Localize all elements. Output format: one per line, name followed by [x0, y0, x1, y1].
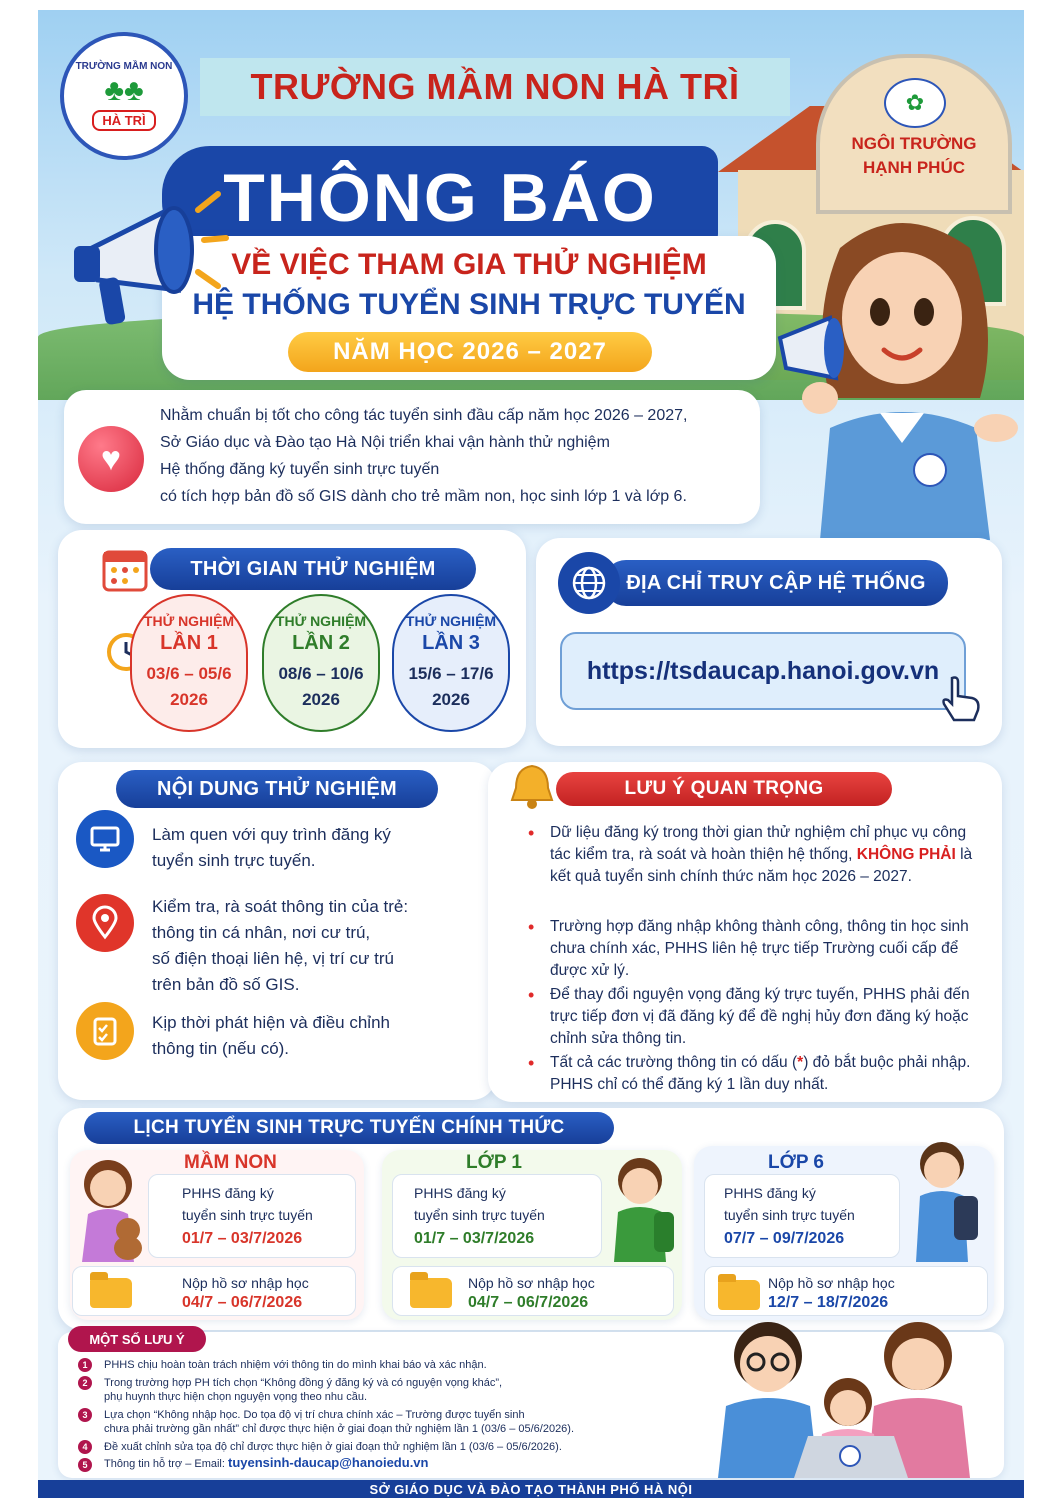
bullet-icon: •	[528, 917, 535, 937]
phase-round: LẦN 3	[422, 632, 480, 654]
support-email-link[interactable]: tuyensinh-daucap@hanoiedu.vn	[228, 1455, 429, 1470]
schedule-submit-label: Nộp hồ sơ nhập học	[768, 1275, 895, 1291]
children-figures-icon: ♣♣	[104, 74, 144, 107]
note-line: Trong trường hợp PH tích chọn “Không đồng ý đăng ký và có nguyện vọng khác”,	[104, 1377, 503, 1389]
student-with-backpack-illustration	[904, 1134, 980, 1262]
important-item-2	[528, 916, 990, 982]
subtitle-line-2: HỆ THỐNG TUYỂN SINH TRỰC TUYẾN	[192, 288, 746, 321]
school-title: TRƯỜNG MẦM NON HÀ TRÌ	[200, 58, 790, 116]
important-text: Dữ liệu đăng ký trong thời gian thử nghiệm chỉ phục vụ công tác kiểm tra, rà soát và hoàn thiện hệ thống,	[550, 824, 967, 863]
notes-heading: MỘT SỐ LƯU Ý	[68, 1326, 206, 1352]
important-item-3	[528, 984, 990, 1050]
content-line: thông tin cá nhân, nơi cư trú,	[152, 923, 371, 942]
schedule-reg-line: PHHS đăng ký	[182, 1185, 274, 1201]
schedule-submit-dates: 04/7 – 06/7/2026	[182, 1294, 303, 1311]
intro-line: Sở Giáo dục và Đào tạo Hà Nội triển khai vận hành thử nghiệm	[160, 434, 610, 451]
school-year-badge: NĂM HỌC 2026 – 2027	[288, 332, 652, 372]
note-number: 3	[78, 1408, 92, 1422]
note-item-1	[104, 1358, 664, 1372]
note-line: Thông tin hỗ trợ – Email:	[104, 1458, 228, 1470]
content-item-3	[152, 1010, 482, 1062]
heart-icon: ♥	[78, 426, 144, 492]
schedule-submit-label: Nộp hồ sơ nhập học	[468, 1275, 595, 1291]
schedule-submit-dates: 12/7 – 18/7/2026	[768, 1294, 889, 1311]
schedule-submit-dates: 04/7 – 06/7/2026	[468, 1294, 589, 1311]
note-number: 1	[78, 1358, 92, 1372]
note-line: PHHS chịu hoàn toàn trách nhiệm với thông tin do mình khai báo và xác nhận.	[104, 1359, 487, 1371]
logo-band-text: HÀ TRÌ	[92, 110, 155, 131]
note-line: phụ huynh thực hiện chọn nguyện vọng theo nhu cầu.	[104, 1391, 368, 1403]
schedule-col-title: MẦM NON	[184, 1152, 277, 1173]
note-item-2	[104, 1376, 664, 1404]
subtitle-line-1: VỀ VIỆC THAM GIA THỬ NGHIỆM	[231, 248, 707, 281]
note-number: 5	[78, 1458, 92, 1472]
teacher-illustration	[780, 208, 1024, 540]
important-text: Để thay đổi nguyện vọng đăng ký trực tuyến, PHHS phải đến trực tiếp đơn vị đã đăng ký để đề nghị hủy đơn đăng ký hoặc chỉnh sửa thông tin.	[550, 986, 970, 1047]
note-item-5	[104, 1456, 664, 1471]
bullet-icon: •	[528, 985, 535, 1005]
trial-phase-2	[262, 594, 380, 732]
note-item-3	[104, 1408, 664, 1436]
note-number: 2	[78, 1376, 92, 1390]
trial-phase-3	[392, 594, 510, 732]
note-number: 4	[78, 1440, 92, 1454]
intro-line: Hệ thống đăng ký tuyển sinh trực tuyến	[160, 461, 440, 478]
monitor-icon	[76, 810, 134, 868]
schedule-reg-dates: 01/7 – 03/7/2026	[182, 1230, 303, 1247]
note-line: Đề xuất chỉnh sửa tọa độ chỉ được thực hiện ở giai đoạn thử nghiệm lần 1 (03/6 – 05/6/2026).	[104, 1441, 562, 1453]
trial-time-heading: THỜI GIAN THỬ NGHIỆM	[150, 548, 476, 590]
schedule-reg-line: tuyển sinh trực tuyến	[414, 1207, 545, 1223]
access-heading: ĐỊA CHỈ TRUY CẬP HỆ THỐNG	[604, 560, 948, 606]
schedule-reg-text	[414, 1182, 545, 1226]
important-highlight: KHÔNG PHẢI	[856, 846, 956, 863]
bullet-icon: •	[528, 1053, 535, 1073]
checklist-icon	[76, 1002, 134, 1060]
important-heading: LƯU Ý QUAN TRỌNG	[556, 772, 892, 806]
schedule-heading: LỊCH TUYỂN SINH TRỰC TUYẾN CHÍNH THỨC	[84, 1112, 614, 1144]
required-star: *	[797, 1054, 804, 1071]
school-logo-icon: ✿	[884, 78, 946, 128]
schedule-reg-line: PHHS đăng ký	[724, 1185, 816, 1201]
schedule-reg-text	[182, 1182, 313, 1226]
phase-round: LẦN 2	[292, 632, 350, 654]
house-sign-line: HẠNH PHÚC	[863, 158, 965, 177]
school-logo	[60, 32, 188, 160]
phase-dates: 08/6 – 10/6	[278, 664, 364, 683]
schedule-col-title: LỚP 6	[768, 1152, 824, 1173]
poster	[38, 10, 1024, 1497]
map-pin-icon	[76, 894, 134, 952]
globe-icon	[558, 552, 620, 614]
house-sign-line: NGÔI TRƯỜNG	[851, 134, 977, 153]
important-text: Trường hợp đăng nhập không thành công, thông tin học sinh chưa chính xác, PHHS liên hệ trực tiếp Trường cuối cấp để được xử lý.	[550, 918, 969, 979]
phase-label: THỬ NGHIỆM	[405, 613, 497, 629]
content-line: trên bản đồ số GIS.	[152, 975, 300, 994]
phase-label: THỬ NGHIỆM	[275, 613, 367, 629]
note-line: chưa phải trường gần nhất” chỉ được thực hiện ở giai đoạn thử nghiệm lần 1 (03/6 – 05/6/2026).	[104, 1423, 575, 1435]
system-url-link[interactable]: https://tsdaucap.hanoi.gov.vn	[560, 632, 966, 710]
phase-year: 2026	[170, 690, 208, 709]
important-item-4	[528, 1052, 990, 1096]
intro-text	[160, 402, 750, 510]
important-text: Tất cả các trường thông tin có dấu (	[550, 1054, 798, 1071]
pointer-hand-icon	[938, 674, 984, 724]
content-line: Làm quen với quy trình đăng ký	[152, 825, 391, 844]
schedule-reg-dates: 01/7 – 03/7/2026	[414, 1230, 535, 1247]
content-line: tuyển sinh trực tuyến.	[152, 851, 316, 870]
schedule-reg-text	[724, 1182, 855, 1226]
important-item-1	[528, 822, 990, 888]
bell-icon	[504, 760, 560, 816]
content-line: số điện thoại liên hệ, vị trí cư trú	[152, 949, 394, 968]
folder-icon	[410, 1278, 452, 1308]
trial-phase-1	[130, 594, 248, 732]
content-item-2	[152, 894, 482, 998]
logo-arc-text: TRƯỜNG MẦM NON	[75, 61, 173, 72]
page-title: THÔNG BÁO	[223, 160, 657, 236]
schedule-submit-label: Nộp hồ sơ nhập học	[182, 1275, 309, 1291]
note-item-4	[104, 1440, 664, 1454]
intro-line: có tích hợp bản đồ số GIS dành cho trẻ mầm non, học sinh lớp 1 và lớp 6.	[160, 488, 687, 505]
megaphone-icon	[58, 180, 228, 340]
boy-with-backpack-illustration	[602, 1150, 678, 1262]
phase-label: THỬ NGHIỆM	[143, 613, 235, 629]
content-item-1	[152, 822, 482, 874]
family-with-laptop-illustration	[698, 1306, 998, 1478]
phase-year: 2026	[302, 690, 340, 709]
schedule-reg-line: tuyển sinh trực tuyến	[182, 1207, 313, 1223]
bullet-icon: •	[528, 823, 535, 843]
content-line: Kịp thời phát hiện và điều chỉnh	[152, 1013, 390, 1032]
phase-dates: 15/6 – 17/6	[408, 664, 494, 683]
folder-icon	[90, 1278, 132, 1308]
intro-line: Nhằm chuẩn bị tốt cho công tác tuyển sinh đầu cấp năm học 2026 – 2027,	[160, 407, 688, 424]
schedule-col-title: LỚP 1	[466, 1152, 522, 1173]
house-sign	[828, 132, 1000, 180]
phase-round: LẦN 1	[160, 632, 218, 654]
schedule-reg-dates: 07/7 – 09/7/2026	[724, 1230, 845, 1247]
phase-year: 2026	[432, 690, 470, 709]
calendar-icon	[100, 544, 150, 594]
note-line: Lựa chọn “Không nhập học. Do tọa độ vị trí chưa chính xác – Trường được tuyển sinh	[104, 1409, 525, 1421]
content-line: Kiểm tra, rà soát thông tin của trẻ:	[152, 897, 409, 916]
phase-dates: 03/6 – 05/6	[146, 664, 232, 683]
important-text: là kết quả tuyển sinh chính thức năm học 2026 – 2027.	[550, 846, 973, 885]
schedule-reg-line: PHHS đăng ký	[414, 1185, 506, 1201]
content-line: thông tin (nếu có).	[152, 1039, 290, 1058]
schedule-reg-line: tuyển sinh trực tuyến	[724, 1207, 855, 1223]
important-text: ) đỏ bắt buộc phải nhập. PHHS chỉ có thể đăng ký 1 lần duy nhất.	[550, 1054, 971, 1093]
footer: SỞ GIÁO DỤC VÀ ĐÀO TẠO THÀNH PHỐ HÀ NỘI	[38, 1480, 1024, 1498]
girl-with-teddy-illustration	[72, 1156, 148, 1262]
content-heading: NỘI DUNG THỬ NGHIỆM	[116, 770, 438, 808]
